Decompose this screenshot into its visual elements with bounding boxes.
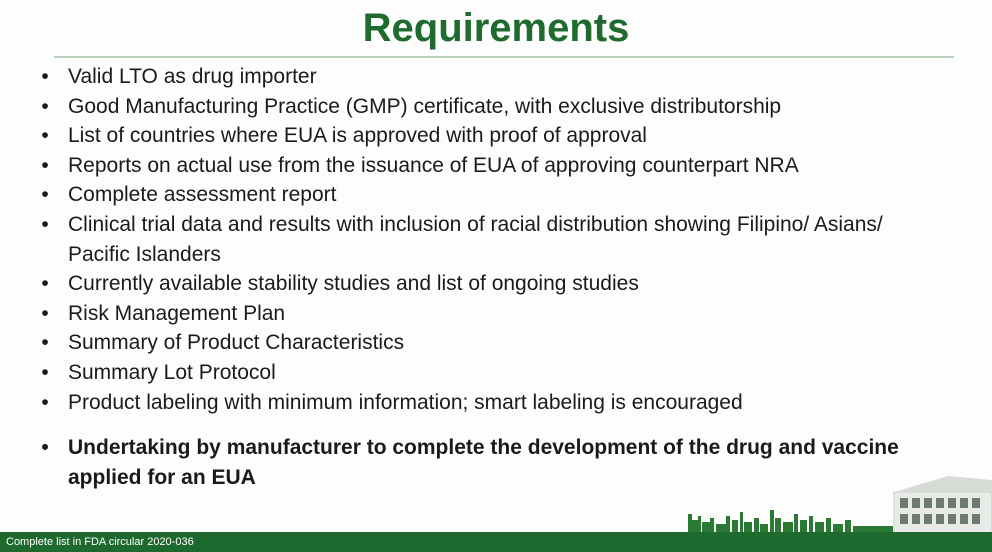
list-item-text: Summary Lot Protocol [68, 360, 276, 384]
list-item [38, 388, 958, 418]
list-item [38, 299, 958, 329]
bullet-icon: • [41, 331, 49, 355]
footer-bar [0, 532, 992, 552]
list-item-text: Clinical trial data and results with inclusion of racial distribution showing Filipino/ Asians/ Pacific Islanders [68, 212, 883, 266]
list-item [38, 328, 958, 358]
bullet-icon: • [41, 124, 49, 148]
bullet-icon: • [41, 212, 49, 236]
list-item-text: Reports on actual use from the issuance of EUA of approving counterpart NRA [68, 153, 799, 177]
list-item-text: Product labeling with minimum information; smart labeling is encouraged [68, 390, 743, 414]
requirements-list [38, 62, 958, 493]
list-item [38, 92, 958, 122]
bullet-icon: • [41, 390, 49, 414]
footer-note: Complete list in FDA circular 2020-036 [6, 536, 194, 548]
list-item-text: Summary of Product Characteristics [68, 331, 405, 355]
bullet-icon: • [41, 183, 49, 207]
fda-building-icon [888, 474, 992, 536]
list-item [38, 358, 958, 388]
list-item-text: Currently available stability studies and list of ongoing studies [68, 272, 639, 296]
list-item-text: Complete assessment report [68, 183, 337, 207]
list-item [38, 62, 958, 92]
bullet-icon: • [41, 436, 49, 460]
list-item [38, 180, 958, 210]
list-item-text: Good Manufacturing Practice (GMP) certificate, with exclusive distributorship [68, 94, 782, 118]
list-item-text: List of countries where EUA is approved with proof of approval [68, 124, 647, 148]
emphasis-item-text: Undertaking by manufacturer to complete the development of the drug and vaccine applied for an EUA [68, 436, 899, 490]
bullet-icon: • [41, 301, 49, 325]
slide-title: Requirements [362, 6, 630, 50]
bullet-icon: • [41, 94, 49, 118]
list-item [38, 210, 958, 269]
list-item [38, 269, 958, 299]
title-divider [54, 56, 954, 58]
bullet-icon: • [41, 153, 49, 177]
list-item [38, 121, 958, 151]
list-item [38, 151, 958, 181]
bullet-icon: • [41, 360, 49, 384]
list-item-text: Risk Management Plan [68, 301, 286, 325]
bullet-icon: • [41, 65, 49, 88]
bullet-icon: • [41, 272, 49, 296]
list-item-text: Valid LTO as drug importer [68, 65, 317, 88]
